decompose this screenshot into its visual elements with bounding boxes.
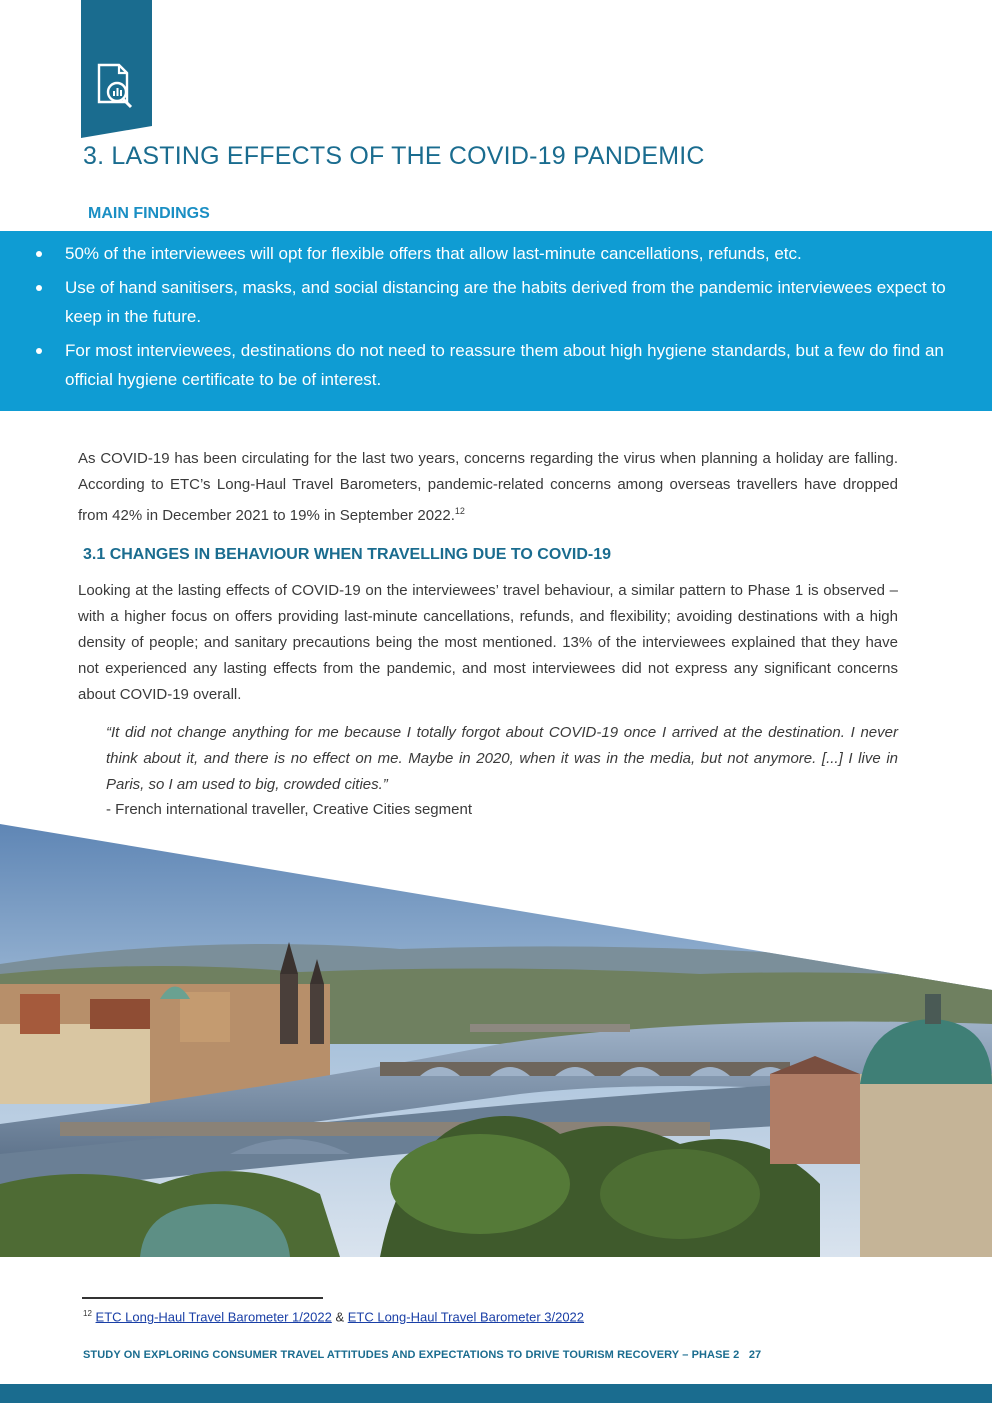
footnote-separator bbox=[82, 1297, 323, 1299]
barometer-link-2[interactable]: ETC Long-Haul Travel Barometer 3/2022 bbox=[347, 1309, 585, 1325]
footnote-ref[interactable]: 12 bbox=[454, 506, 465, 516]
main-findings-heading: MAIN FINDINGS bbox=[88, 205, 210, 222]
page-footer: STUDY ON EXPLORING CONSUMER TRAVEL ATTITUDES AND EXPECTATIONS TO DRIVE TOURISM RECOVERY – PHASE 2 27 bbox=[83, 1349, 762, 1361]
footnote: $^{12}$ ETC Long-Haul Travel Barometer 1/2022 & ETC Long-Haul Travel Barometer 3/2022 bbox=[83, 1309, 585, 1325]
subsection-title: 3.1 CHANGES IN BEHAVIOUR WHEN TRAVELLING DUE TO COVID-19 bbox=[83, 546, 612, 563]
barometer-link-1[interactable]: ETC Long-Haul Travel Barometer 1/2022 bbox=[95, 1309, 332, 1325]
document-analysis-icon bbox=[93, 62, 137, 110]
section-title: 3. LASTING EFFECTS OF THE COVID-19 PANDEMIC bbox=[83, 142, 705, 170]
subsection-paragraph: Looking at the lasting effects of COVID-19 on the interviewees’ travel behaviour, a similar pattern to Phase 1 is observed – with a higher focus on offers providing last-minute cancellations, refunds, and flexibility; avoiding destinations with a high density of people; and sanitary precautions being the most mentioned. 13% of the interviewees explained that they have not experienced any lasting effects from the pandemic, and most interviewees did not express any significant concerns about COVID-19 overall. bbox=[78, 582, 898, 703]
traveller-quote: “It did not change anything for me because I totally forgot about COVID-19 once I arrived at the destination. I never think about it, and there is no effect on me. Maybe in 2020, when it was in the media, but not anymore. [...] I live in Paris, so I am used to big, crowded cities.” bbox=[106, 724, 898, 793]
page-number: 27 bbox=[748, 1349, 762, 1361]
main-findings-box bbox=[0, 231, 992, 411]
prague-city-photo bbox=[0, 824, 992, 1257]
finding-item: For most interviewees, destinations do not need to reassure them about high hygiene standards, but a few do find an official hygiene certificate to be of interest. bbox=[32, 336, 978, 394]
quote-attribution: - French international traveller, Creative Cities segment bbox=[106, 801, 472, 818]
intro-paragraph: As COVID-19 has been circulating for the last two years, concerns regarding the virus when planning a holiday are falling. According to ETC’s Long-Haul Travel Barometers, pandemic-related concerns among overseas travellers have dropped from 42% in December 2021 to 19% in September 2022.12 bbox=[78, 450, 898, 524]
finding-item: 50% of the interviewees will opt for flexible offers that allow last-minute cancellations, refunds, etc. bbox=[32, 239, 978, 268]
finding-item: Use of hand sanitisers, masks, and social distancing are the habits derived from the pandemic interviewees expect to keep in the future. bbox=[32, 273, 978, 331]
bottom-bar bbox=[0, 1384, 992, 1403]
